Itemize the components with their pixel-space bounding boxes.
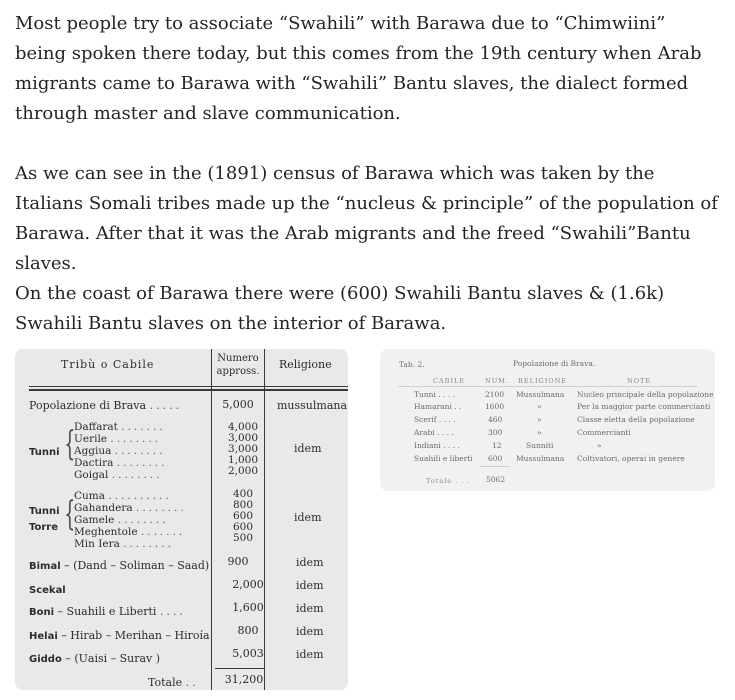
- t2-row-label: Scerif . . . .: [414, 415, 456, 424]
- paragraph-coast-slaves: On the coast of Barawa there were (600) Swahili Bantu slaves & (1.6k) Swahili Bantu slaves on the interior of Barawa.: [15, 283, 665, 334]
- tunni-sub: Goigal ........: [74, 469, 163, 481]
- table2-header: NUM.: [485, 377, 509, 385]
- row-scekal-value: 2,000: [232, 578, 264, 591]
- row-bimal-value: 900: [227, 555, 249, 568]
- tunni-sub: Aggiua ........: [74, 445, 166, 457]
- torre-value: 500: [232, 532, 254, 544]
- t2-row-religion: Sunniti: [526, 441, 554, 450]
- tunni-sub: Dactira ........: [74, 457, 168, 469]
- population-religion: mussulmana: [277, 399, 348, 412]
- torre-value: 800: [232, 499, 254, 511]
- t2-row-num: 300: [488, 428, 503, 437]
- row-helai: Helai – Hirab – Merihan – Hiroía: [29, 629, 210, 642]
- table2-header: CABILE: [433, 377, 466, 385]
- t2-total-label: Totale . . .: [426, 477, 471, 485]
- table2-header: NOTE: [627, 377, 652, 385]
- tab-number: Tab. 2.: [399, 360, 425, 369]
- group-tunni: Tunni: [29, 447, 60, 458]
- table2-title: Popolazione di Brava.: [513, 359, 596, 368]
- t2-total-value: 5062: [486, 475, 506, 484]
- row-giddo-value: 5,003: [232, 647, 264, 660]
- t2-row-note: Classe eletta della popolazione: [577, 415, 695, 424]
- tunni-value: 2,000: [227, 465, 259, 477]
- row-boni: Boni – Suahili e Liberti ....: [29, 605, 186, 618]
- row-helai-religion: idem: [296, 625, 324, 638]
- row-scekal: Scekal: [29, 585, 66, 596]
- tunni-value: 3,000: [227, 432, 259, 444]
- t2-row-religion: Mussulmana: [516, 390, 565, 399]
- torre-sub: Meghentole .......: [74, 526, 186, 538]
- row-boni-value: 1,600: [232, 601, 264, 614]
- torre-sub: Gahandera ........: [74, 502, 187, 514]
- t2-row-label: Indiani . . . .: [414, 441, 460, 450]
- total-label: Totale ..: [148, 676, 199, 689]
- row-scekal-religion: idem: [296, 579, 324, 592]
- torre-sub: Cuma ..........: [74, 490, 172, 502]
- census-table-scan-2: [380, 349, 715, 491]
- t2-row-religion: »: [537, 428, 542, 437]
- brace-icon: {: [64, 424, 76, 464]
- header-tribe: Tribù o Cabile: [61, 358, 155, 371]
- row-giddo-religion: idem: [296, 648, 324, 661]
- row-bimal-religion: idem: [296, 556, 324, 569]
- torre-value: 600: [232, 510, 254, 522]
- torre-religion: idem: [294, 511, 322, 524]
- t2-row-religion: Mussulmana: [516, 454, 565, 463]
- population-label: Popolazione di Brava .....: [29, 399, 183, 412]
- tunni-religion: idem: [294, 442, 322, 455]
- t2-row-note: Commercianti: [577, 428, 631, 437]
- total-value: 31,200: [224, 673, 264, 686]
- t2-row-note: Nucleo principale della popolazione: [577, 390, 714, 399]
- brace-icon: {: [64, 494, 76, 534]
- t2-row-label: Arabi . . . .: [414, 428, 454, 437]
- row-boni-religion: idem: [296, 602, 324, 615]
- tunni-value: 4,000: [227, 421, 259, 433]
- group-tunni-torre-1: Tunni: [29, 506, 60, 517]
- t2-row-note: »: [597, 441, 602, 450]
- header-number: Numero appross.: [216, 353, 260, 377]
- row-helai-value: 800: [237, 624, 259, 637]
- torre-sub: Min Iera ........: [74, 538, 174, 550]
- table2-header: RELIGIONE: [518, 377, 568, 385]
- t2-row-label: Hamarani . .: [414, 402, 462, 411]
- t2-row-label: Suahili e liberti: [414, 454, 473, 463]
- t2-row-religion: »: [537, 402, 542, 411]
- tunni-value: 1,000: [227, 454, 259, 466]
- tunni-value: 3,000: [227, 443, 259, 455]
- tunni-sub: Daffarat .......: [74, 421, 166, 433]
- torre-value: 600: [232, 521, 254, 533]
- t2-row-num: 600: [488, 454, 503, 463]
- t2-row-religion: »: [537, 415, 542, 424]
- t2-row-label: Tunni . . . .: [414, 390, 455, 399]
- torre-sub: Gamele ........: [74, 514, 169, 526]
- t2-row-note: Per la maggior parte commercianti: [577, 402, 711, 411]
- t2-row-num: 2100: [485, 390, 505, 399]
- t2-row-note: Coltivatori, operai in genere: [577, 454, 685, 463]
- t2-row-num: 460: [488, 415, 503, 424]
- t2-row-num: 12: [492, 441, 502, 450]
- paragraph-census-1891: As we can see in the (1891) census of Barawa which was taken by the Italians Somali tribes made up the “nucleus & principle” of the population of Barawa. After that it was the Arab migrants and the freed “Swahili”Bantu slaves.: [15, 163, 718, 274]
- group-tunni-torre-2: Torre: [29, 522, 59, 533]
- paragraph-swahili-association: Most people try to associate “Swahili” with Barawa due to “Chimwiini” being spoken there today, but this comes from the 19th century when Arab migrants came to Barawa with “Swahili” Bantu slaves, the dialect formed through master and slave communication.: [15, 13, 702, 124]
- population-value: 5,000: [222, 398, 254, 411]
- torre-value: 400: [232, 488, 254, 500]
- row-bimal: Bimal – (Dand – Soliman – Saad): [29, 559, 210, 572]
- t2-row-num: 1600: [485, 402, 505, 411]
- census-table-scan-1: [15, 349, 348, 690]
- header-religion: Religione: [279, 358, 332, 371]
- tunni-sub: Uerile ........: [74, 433, 162, 445]
- row-giddo: Giddo – (Uaisi – Surav ): [29, 652, 161, 665]
